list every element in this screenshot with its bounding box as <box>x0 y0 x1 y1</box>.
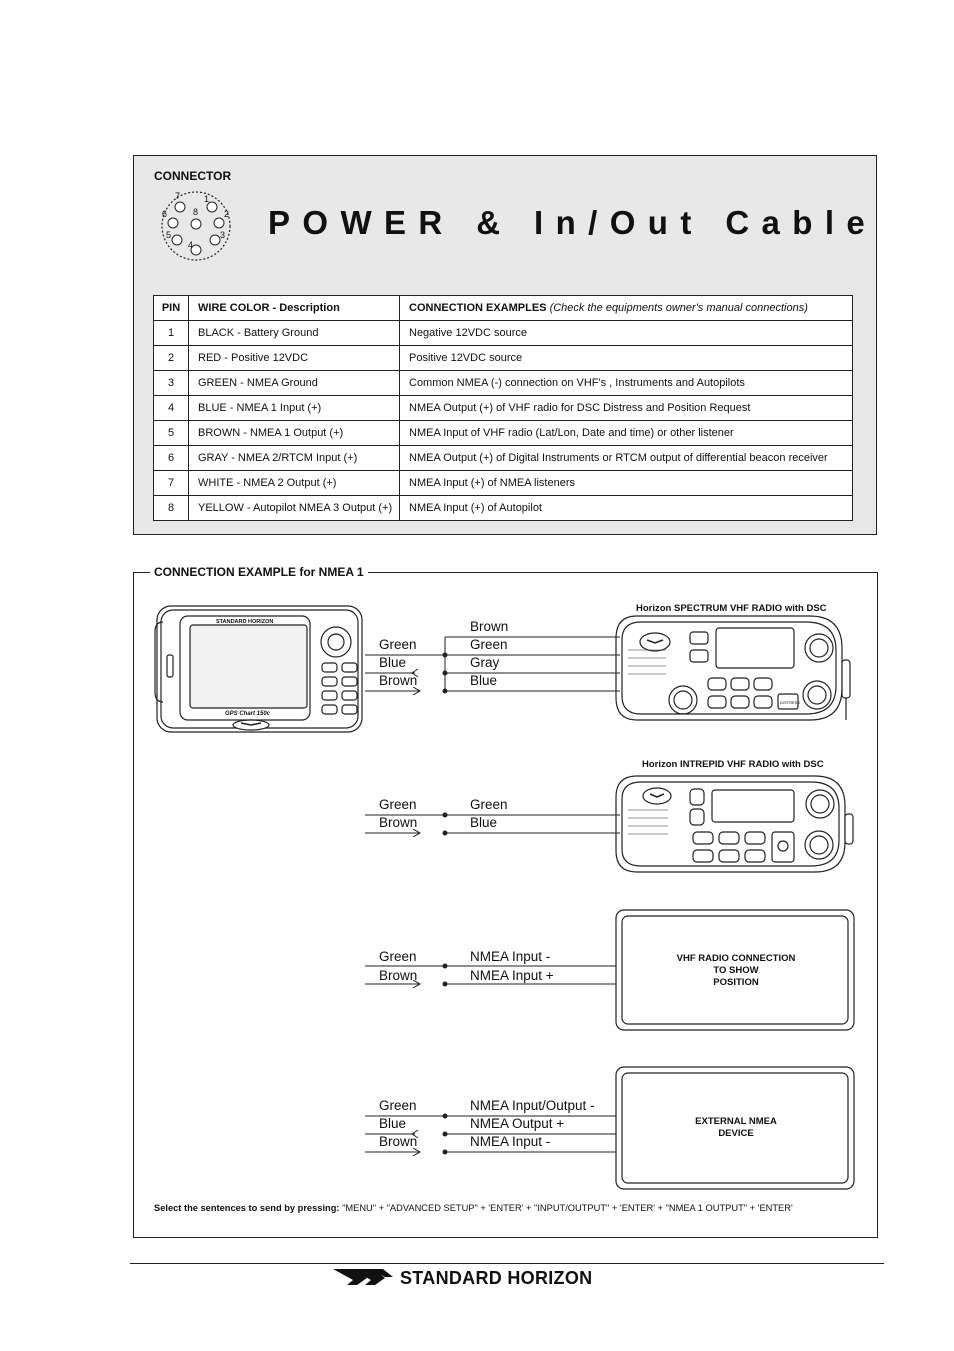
standard-horizon-logo-icon <box>333 1267 395 1287</box>
pin-6-number: 6 <box>162 209 168 219</box>
ex1-right-label: Green <box>470 637 508 652</box>
connection-example: NMEA Output (+) of VHF radio for DSC Distress and Position Request <box>400 396 853 421</box>
distress-button-label: DISTRESS <box>780 700 801 705</box>
wire-description: RED - Positive 12VDC <box>189 346 400 371</box>
wire-description: GREEN - NMEA Ground <box>189 371 400 396</box>
ex1-right-label: Brown <box>470 619 509 634</box>
connection-example: NMEA Output (+) of Digital Instruments or RTCM output of differential beacon receiver <box>400 446 853 471</box>
ex4-right-label: NMEA Input - <box>470 1134 551 1149</box>
ex2-left-label: Brown <box>379 815 418 830</box>
wire-description: BROWN - NMEA 1 Output (+) <box>189 421 400 446</box>
wire-description: BLACK - Battery Ground <box>189 321 400 346</box>
gps-screen <box>190 625 307 708</box>
ex3-right-label: NMEA Input - <box>470 949 551 964</box>
ex2-right-label: Blue <box>470 815 498 830</box>
vhf-radio-position-text: VHF RADIO CONNECTION TO SHOW POSITION <box>676 953 796 988</box>
ex4-right-label: NMEA Input/Output - <box>470 1098 595 1113</box>
wire-description: BLUE - NMEA 1 Input (+) <box>189 396 400 421</box>
ex4-right-label: NMEA Output + <box>470 1116 565 1131</box>
connection-example: NMEA Input (+) of Autopilot <box>400 496 853 521</box>
pin-number: 1 <box>154 321 189 346</box>
pin-number: 4 <box>154 396 189 421</box>
connection-example: Positive 12VDC source <box>400 346 853 371</box>
spectrum-radio-title: Horizon SPECTRUM VHF RADIO with DSC <box>636 603 827 614</box>
connection-example: Common NMEA (-) connection on VHF's , Instruments and Autopilots <box>400 371 853 396</box>
gps-brand-text: STANDARD HORIZON <box>216 619 274 625</box>
pin-5-number: 5 <box>166 230 172 240</box>
wire-description: YELLOW - Autopilot NMEA 3 Output (+) <box>189 496 400 521</box>
header-connection-examples: CONNECTION EXAMPLES (Check the equipments owner's manual connections) <box>400 296 853 321</box>
page-title: POWER & In/Out Cable <box>268 204 878 241</box>
footer-divider <box>130 1263 884 1264</box>
ex1-right-label: Gray <box>470 655 500 670</box>
ex2-left-label: Green <box>379 797 417 812</box>
pin-3-number: 3 <box>220 230 226 240</box>
pin-number: 6 <box>154 446 189 471</box>
connection-example: Negative 12VDC source <box>400 321 853 346</box>
gps-model-text: GPS Chart 150c <box>225 711 271 717</box>
pin-8-number: 8 <box>193 207 199 217</box>
spectrum-vhf-radio-device <box>616 616 850 720</box>
ex1-left-label: Brown <box>379 673 418 688</box>
pin-number: 3 <box>154 371 189 396</box>
menu-instructions: Select the sentences to send by pressing: "MENU" + "ADVANCED SETUP" + 'ENTER' + "INPUT/OUTPUT" + 'ENTER' + "NMEA 1 OUTPUT" + 'ENTER' <box>154 1203 793 1213</box>
ex4-left-label: Blue <box>379 1116 407 1131</box>
pin-1-number: 1 <box>204 194 210 204</box>
pin-number: 2 <box>154 346 189 371</box>
header-pin: PIN <box>154 296 189 321</box>
intrepid-radio-title: Horizon INTREPID VHF RADIO with DSC <box>642 759 824 770</box>
ex3-right-label: NMEA Input + <box>470 968 554 983</box>
ex4-left-label: Brown <box>379 1134 418 1149</box>
ex4-left-label: Green <box>379 1098 417 1113</box>
connection-example: NMEA Input (+) of NMEA listeners <box>400 471 853 496</box>
external-nmea-device-text: EXTERNAL NMEA DEVICE <box>695 1116 777 1139</box>
ex1-left-label: Blue <box>379 655 407 670</box>
footer-brand-name: STANDARD HORIZON <box>400 1268 593 1288</box>
pin-7-number: 7 <box>175 191 181 201</box>
connection-example-title: CONNECTION EXAMPLE for NMEA 1 <box>150 565 368 579</box>
wire-description: WHITE - NMEA 2 Output (+) <box>189 471 400 496</box>
ex3-left-label: Brown <box>379 968 418 983</box>
ex1-left-label: Green <box>379 637 417 652</box>
intrepid-vhf-radio-device <box>616 776 853 872</box>
pin-4-number: 4 <box>188 240 194 250</box>
ex2-right-label: Green <box>470 797 508 812</box>
pin-2-number: 2 <box>224 209 230 219</box>
wire-description: GRAY - NMEA 2/RTCM Input (+) <box>189 446 400 471</box>
pin-number: 8 <box>154 496 189 521</box>
header-wire-color: WIRE COLOR - Description <box>189 296 400 321</box>
pin-number: 5 <box>154 421 189 446</box>
ex3-left-label: Green <box>379 949 417 964</box>
connection-example: NMEA Input of VHF radio (Lat/Lon, Date and time) or other listener <box>400 421 853 446</box>
ex1-right-label: Blue <box>470 673 498 688</box>
connector-label: CONNECTOR <box>154 169 232 183</box>
pin-number: 7 <box>154 471 189 496</box>
